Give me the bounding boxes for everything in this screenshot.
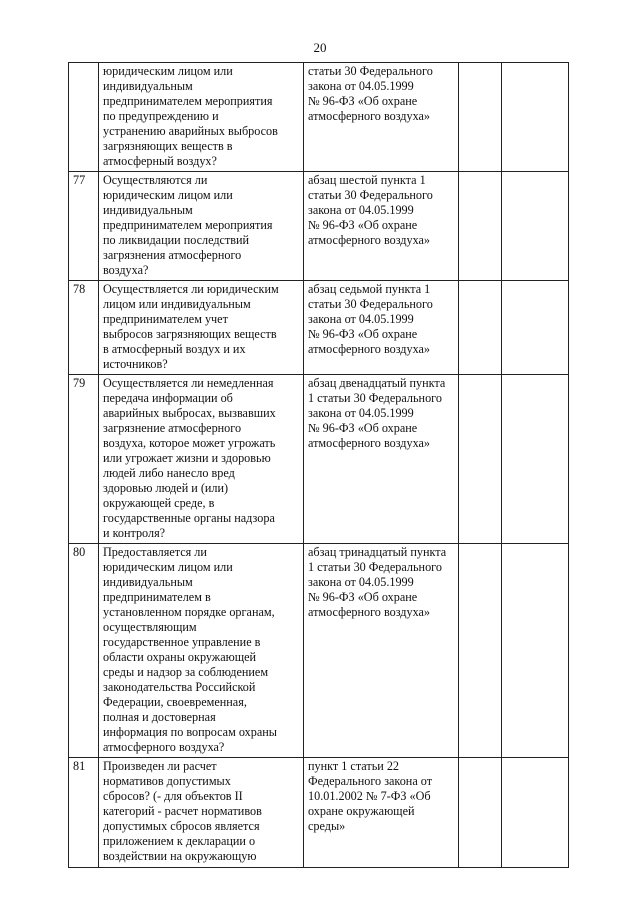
question-cell: Осуществляется ли юридическим лицом или индивидуальным предпринимателем учет выбросов загрязняющих веществ в атмосферный воздух и их источников?	[99, 281, 304, 375]
table-row	[69, 281, 569, 375]
table-row	[69, 375, 569, 544]
legal-reference-cell: абзац седьмой пункта 1 статьи 30 Федерального закона от 04.05.1999 № 96-ФЗ «Об охране атмосферного воздуха»	[304, 281, 459, 375]
answer-cell[interactable]	[459, 544, 502, 758]
answer-cell[interactable]	[459, 375, 502, 544]
row-number-cell: 77	[69, 172, 99, 281]
legal-reference-cell: пункт 1 статьи 22 Федерального закона от 10.01.2002 № 7-ФЗ «Об охране окружающей среды»	[304, 758, 459, 868]
row-number-cell: 81	[69, 758, 99, 868]
question-cell: Осуществляется ли немедленная передача информации об аварийных выбросах, вызвавших загрязнение атмосферного воздуха, которое может угрожать или угрожает жизни и здоровью людей либо нанесло вред здоровью людей и (или) окружающей среде, в государственные органы надзора и контроля?	[99, 375, 304, 544]
note-cell[interactable]	[502, 544, 569, 758]
page-number: 20	[313, 40, 327, 55]
legal-reference-cell: статьи 30 Федерального закона от 04.05.1999 № 96-ФЗ «Об охране атмосферного воздуха»	[304, 63, 459, 172]
answer-cell[interactable]	[459, 63, 502, 172]
note-cell[interactable]	[502, 172, 569, 281]
note-cell[interactable]	[502, 281, 569, 375]
row-number-cell	[69, 63, 99, 172]
answer-cell[interactable]	[459, 281, 502, 375]
answer-cell[interactable]	[459, 172, 502, 281]
question-cell: Осуществляются ли юридическим лицом или индивидуальным предпринимателем мероприятия по ликвидации последствий загрязнения атмосферного воздуха?	[99, 172, 304, 281]
row-number-cell: 78	[69, 281, 99, 375]
legal-reference-cell: абзац шестой пункта 1 статьи 30 Федерального закона от 04.05.1999 № 96-ФЗ «Об охране атмосферного воздуха»	[304, 172, 459, 281]
table-row	[69, 172, 569, 281]
question-cell: юридическим лицом или индивидуальным предпринимателем мероприятия по предупреждению и устранению аварийных выбросов загрязняющих веществ в атмосферный воздух?	[99, 63, 304, 172]
legal-reference-cell: абзац тринадцатый пункта 1 статьи 30 Федерального закона от 04.05.1999 № 96-ФЗ «Об охране атмосферного воздуха»	[304, 544, 459, 758]
table-row	[69, 544, 569, 758]
answer-cell[interactable]	[459, 758, 502, 868]
legal-reference-cell: абзац двенадцатый пункта 1 статьи 30 Федерального закона от 04.05.1999 № 96-ФЗ «Об охране атмосферного воздуха»	[304, 375, 459, 544]
note-cell[interactable]	[502, 63, 569, 172]
row-number-cell: 79	[69, 375, 99, 544]
question-cell: Предоставляется ли юридическим лицом или индивидуальным предпринимателем в установленном порядке органам, осуществляющим государственное управление в области охраны окружающей среды и надзор за соблюдением законодательства Российской Федерации, своевременная, полная и достоверная информация по вопросам охраны атмосферного воздуха?	[99, 544, 304, 758]
note-cell[interactable]	[502, 375, 569, 544]
table-row	[69, 758, 569, 868]
row-number-cell: 80	[69, 544, 99, 758]
requirements-table	[68, 62, 569, 868]
question-cell: Произведен ли расчет нормативов допустимых сбросов? (- для объектов II категорий - расчет нормативов допустимых сбросов является приложением к декларации о воздействии на окружающую	[99, 758, 304, 868]
note-cell[interactable]	[502, 758, 569, 868]
table-row	[69, 63, 569, 172]
